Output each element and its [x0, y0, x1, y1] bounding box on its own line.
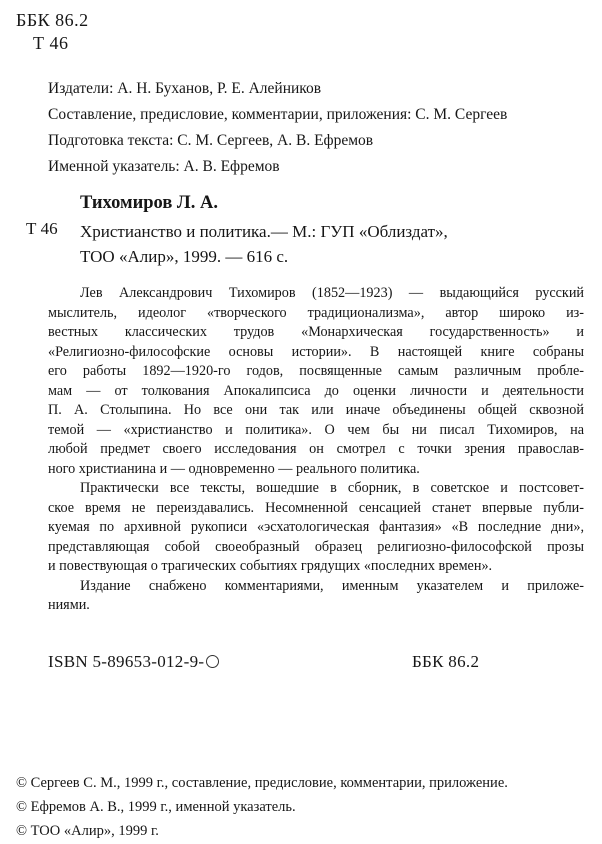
annotation-line: Практически все тексты, вошедшие в сборник, в советское и постсовет- — [80, 480, 584, 496]
credits-block — [48, 76, 507, 180]
compilation-line: Составление, предисловие, комментарии, приложения: С. М. Сергеев — [48, 106, 508, 123]
text-preparation-line: Подготовка текста: С. М. Сергеев, А. В. Ефремов — [48, 132, 374, 149]
bbk-code-top: ББК 86.2 — [16, 10, 89, 30]
catalog-publisher-line: ТОО «Алир», 1999. — 616 с. — [80, 247, 289, 266]
copyright-line: © Сергеев С. М., 1999 г., составление, предисловие, комментарии, приложение. — [16, 775, 508, 791]
annotation-line: представляющая собой своеобразный образец религиозно-философской прозы — [48, 538, 584, 555]
annotation-line: П. А. Столыпина. Но все они так или иначе объединены общей сквозной — [48, 402, 584, 418]
author-mark-top: Т 46 — [33, 33, 69, 53]
copyright-line: © Ефремов А. В., 1999 г., именной указатель. — [16, 799, 296, 815]
annotation — [48, 284, 584, 616]
annotation-line: «Религиозно-философские основы истории». В настоящей книге собраны — [48, 343, 584, 360]
copyright-line: © ТОО «Алир», 1999 г. — [16, 823, 159, 839]
annotation-paragraph-2 — [48, 479, 584, 577]
catalog-author-mark: Т 46 — [26, 219, 58, 238]
annotation-paragraph-1 — [48, 284, 584, 479]
isbn-line — [48, 652, 219, 672]
bbk-code-bottom: ББК 86.2 — [412, 652, 480, 671]
annotation-line: мам — от толкования Апокалипсиса до оценки личности и деятельности — [48, 382, 584, 399]
name-index-line: Именной указатель: А. В. Ефремов — [48, 158, 280, 175]
isbn-number: ISBN 5-89653-012-9- — [48, 652, 205, 671]
annotation-paragraph-3 — [48, 577, 584, 616]
annotation-line: его работы 1892—1920-го годов, посвященные самым различным пробле- — [48, 363, 584, 379]
catalog-title-line: Христианство и политика.— М.: ГУП «Облиздат», — [80, 222, 448, 241]
copyright-block — [16, 771, 508, 843]
catalog-author: Тихомиров Л. А. — [80, 193, 218, 213]
publishers-line: Издатели: А. Н. Буханов, Р. Е. Алейников — [48, 80, 322, 97]
catalog-entry — [80, 219, 448, 269]
annotation-line: ниями. — [48, 597, 90, 613]
annotation-line: темой — «христианство и политика». О чем бы ни писал Тихомиров, на — [48, 421, 584, 438]
circle-mark-icon — [206, 655, 219, 668]
annotation-line: ское время не переиздавались. Несомненной сенсацией станет впервые публи- — [48, 499, 584, 516]
annotation-line: куемая по архивной рукописи «эсхатологическая фантазия» «В последние дни», — [48, 519, 584, 535]
annotation-line: ного христианина и — одновременно — реального политика. — [48, 460, 420, 477]
annotation-line: любой предмет своего исследования он смотрел с точки зрения православ- — [48, 441, 584, 457]
annotation-line: Издание снабжено комментариями, именным указателем и приложе- — [80, 577, 584, 594]
annotation-line: вестных классических трудов «Монархическая государственность» и — [48, 324, 584, 340]
annotation-line: и повествующая о трагических событиях грядущих «последних времен». — [48, 558, 493, 574]
annotation-line: мыслитель, идеолог «творческого традиционализма», автор широко из- — [48, 304, 584, 321]
annotation-line: Лев Александрович Тихомиров (1852—1923) — выдающийся русский — [80, 285, 584, 301]
